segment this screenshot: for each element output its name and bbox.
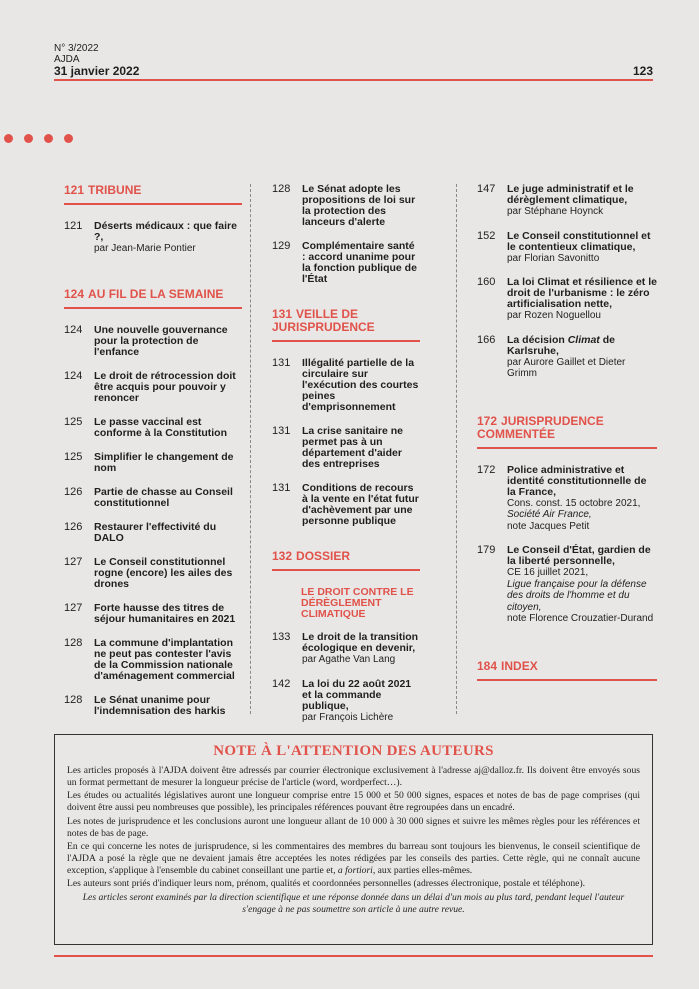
entry-title: Le Sénat unanime pour l'indemnisation des harkis <box>94 693 226 717</box>
toc-entry[interactable] <box>477 231 657 265</box>
entry-page: 179 <box>477 544 496 556</box>
toc-column-3 <box>477 184 657 697</box>
entry-author: note Jacques Petit <box>507 520 590 532</box>
note-italic: a fortiori <box>337 864 373 876</box>
entry-author: par Jean-Marie Pontier <box>94 243 196 254</box>
entry-title: Restaurer l'effectivité du DALO <box>94 520 217 544</box>
entry-case: Société Air France, <box>507 509 592 520</box>
toc-entry[interactable] <box>64 522 242 544</box>
entry-page: 121 <box>64 220 83 232</box>
issue-number: N° 3/2022 <box>54 43 99 54</box>
entry-page: 127 <box>64 555 83 568</box>
entry-author: par Agathe Van Lang <box>302 654 396 665</box>
toc-entry[interactable] <box>272 632 420 666</box>
entry-page: 166 <box>477 333 496 346</box>
section-page: 131 <box>272 307 293 321</box>
column-divider <box>456 184 457 714</box>
entry-page: 133 <box>272 631 291 643</box>
entry-title: Forte hausse des titres de séjour humanitaires en 2021 <box>94 601 236 625</box>
section-title: VEILLE DE JURISPRUDENCE <box>272 307 375 334</box>
section-page: 132 <box>272 549 293 563</box>
authors-note-box <box>54 734 653 945</box>
dot-icon <box>4 134 13 143</box>
toc-entry[interactable] <box>64 221 242 255</box>
note-text: En ce qui concerne les notes de jurisprudence, si les commentaires des membres du barreau sont toujours les bienvenus, le conseil scientifique de l'AJDA a posé la règle que ne devaient jamais être acceptées les notes rédigées par les conseils des parties. Cette règle, qui ne connaît aucune exception, s'applique à l'ensemble du cabinet conseillant une partie et, <box>67 841 640 876</box>
entry-page: 128 <box>64 636 83 649</box>
toc-entry[interactable] <box>64 487 242 509</box>
section-heading[interactable] <box>272 308 420 342</box>
header-rule <box>54 79 653 81</box>
section-page: 124 <box>64 286 85 301</box>
entry-author: par Florian Savonitto <box>507 252 600 264</box>
column-divider <box>250 184 251 714</box>
entry-reference: Cons. const. 15 octobre 2021, <box>507 497 641 509</box>
section-title: DOSSIER <box>296 549 351 563</box>
entry-page: 128 <box>272 183 291 195</box>
note-text: , aux parties elles-mêmes. <box>372 864 473 876</box>
entry-title: Illégalité partielle de la circulaire sur l'exécution des courtes peines d'emprisonnement <box>302 357 419 413</box>
entry-page: 126 <box>64 485 83 498</box>
note-closing: Les articles seront examinés par la direction scientifique et une réponse donnée dans un délai d'un mois au plus tard, pendant lequel l'auteur s'engage à ne pas soumettre son article à une autre revue. <box>82 892 625 915</box>
entry-title: La commune d'implantation ne peut pas contester l'avis de la Commission nationale d'aménagement commercial <box>94 636 235 682</box>
section-title: AU FIL DE LA SEMAINE <box>88 286 224 301</box>
section-title: TRIBUNE <box>88 183 142 197</box>
entry-title: Complémentaire santé : accord unanime pour la fonction publique de l'État <box>302 240 417 285</box>
entry-page: 128 <box>64 693 83 706</box>
entry-page: 125 <box>64 415 83 428</box>
entry-page: 142 <box>272 677 291 690</box>
section-heading[interactable] <box>64 184 242 205</box>
toc-entry[interactable] <box>64 452 242 474</box>
entry-title-italic: Climat <box>567 333 600 346</box>
entry-page: 129 <box>272 240 291 252</box>
entry-author: par Aurore Gaillet et Dieter Grimm <box>507 356 626 379</box>
section-page: 172 <box>477 413 498 428</box>
entry-title: Le droit de la transition écologique en devenir, <box>302 631 419 654</box>
entry-page: 125 <box>64 450 83 463</box>
entry-author: par François Lichère <box>302 711 394 723</box>
entry-page: 131 <box>272 357 291 369</box>
entry-title: Le droit de rétrocession doit être acquis pour pouvoir y renoncer <box>94 369 236 404</box>
note-paragraph: Les auteurs sont priés d'indiquer leurs nom, prénom, qualités et coordonnées personnelles (adresses électronique, postale et téléphone). <box>67 878 586 890</box>
section-heading[interactable] <box>477 415 657 449</box>
entry-title: Déserts médicaux : que faire ?, <box>94 220 237 243</box>
entry-page: 147 <box>477 183 496 195</box>
toc-column-2 <box>272 184 420 736</box>
entry-page: 126 <box>64 520 83 533</box>
note-paragraph: Les notes de jurisprudence et les conclusions auront une longueur allant de 10 000 à 30 000 signes et suivre les mêmes règles pour les références et notes de bas de page. <box>67 815 640 839</box>
dot-icon <box>24 134 33 143</box>
toc-entry[interactable] <box>477 335 657 380</box>
entry-reference: CE 16 juillet 2021, <box>507 567 589 578</box>
toc-entry[interactable] <box>64 557 242 590</box>
entry-page: 172 <box>477 463 496 476</box>
entry-case: Ligue française pour la défense des droits de l'homme et du citoyen, <box>507 578 647 613</box>
entry-author: note Florence Crouzatier-Durand <box>507 613 654 624</box>
section-title: INDEX <box>501 658 538 673</box>
toc-column-1 <box>64 184 242 730</box>
entry-title: Le Conseil constitutionnel et le contentieux climatique, <box>507 229 651 253</box>
entry-title: Une nouvelle gouvernance pour la protection de l'enfance <box>94 323 228 358</box>
toc-entry[interactable] <box>64 695 242 717</box>
journal-name: AJDA <box>54 54 80 65</box>
toc-entry[interactable] <box>64 638 242 682</box>
issue-date: 31 janvier 2022 <box>54 64 140 78</box>
toc-entry[interactable] <box>272 358 420 413</box>
note-paragraph: Les articles proposés à l'AJDA doivent être adressés par courrier électronique exclusivement à l'adresse aj@dalloz.fr. Ils doivent être envoyés sous un format permettant de mesurer la longueur précise de l'article (word, wordperfect…). <box>67 765 640 788</box>
entry-title: Conditions de recours à la vente en l'état futur d'achèvement par une personne publique <box>302 482 419 527</box>
entry-title: La loi du 22 août 2021 et la commande publique, <box>302 677 412 712</box>
section-heading[interactable] <box>64 288 242 309</box>
section-heading[interactable] <box>272 550 420 571</box>
toc-entry[interactable] <box>272 679 420 724</box>
toc-entry[interactable] <box>477 545 657 625</box>
entry-title: Police administrative et identité constitutionnelle de la France, <box>507 463 647 498</box>
toc-entry[interactable] <box>272 241 420 285</box>
toc-entry[interactable] <box>272 426 420 470</box>
toc-entry[interactable] <box>64 371 242 404</box>
entry-page: 160 <box>477 276 496 288</box>
entry-title: Partie de chasse au Conseil constitutionnel <box>94 485 233 509</box>
toc-entry[interactable] <box>64 325 242 358</box>
entry-title: La crise sanitaire ne permet pas à un département d'aider des entreprises <box>302 425 403 470</box>
entry-page: 131 <box>272 482 291 494</box>
toc-entry[interactable] <box>477 277 657 322</box>
toc-entry[interactable] <box>272 184 420 228</box>
toc-entry[interactable] <box>64 417 242 439</box>
note-title: NOTE À L'ATTENTION DES AUTEURS <box>213 743 494 759</box>
toc-entry[interactable] <box>64 603 242 625</box>
toc-entry[interactable] <box>477 465 657 533</box>
entry-page: 131 <box>272 425 291 437</box>
entry-title: Simplifier le changement de nom <box>94 450 234 474</box>
section-heading[interactable] <box>477 660 657 681</box>
footer-rule <box>54 955 653 957</box>
entry-title: Le Conseil constitutionnel rogne (encore) les ailes des drones <box>94 555 233 590</box>
toc-entry[interactable] <box>477 184 657 218</box>
entry-title: Le Conseil d'État, gardien de la liberté personnelle, <box>507 544 651 567</box>
entry-page: 124 <box>64 323 83 336</box>
entry-title: La loi Climat et résilience et le droit de l'urbanisme : le zéro artificialisation nette, <box>507 276 657 310</box>
issue-block <box>54 43 99 65</box>
entry-page: 127 <box>64 601 83 614</box>
entry-title: Le passe vaccinal est conforme à la Constitution <box>94 415 228 439</box>
toc-entry[interactable] <box>272 483 420 527</box>
dot-icon <box>64 134 73 143</box>
decorative-dots <box>4 134 73 143</box>
entry-title-part: de Karlsruhe, <box>507 333 615 357</box>
section-title: JURISPRUDENCE COMMENTÉE <box>477 413 604 441</box>
entry-title-part: La décision <box>507 333 568 346</box>
note-paragraph <box>67 841 640 876</box>
page-number: 123 <box>632 64 653 78</box>
entry-page: 124 <box>64 369 83 382</box>
section-page: 121 <box>64 183 85 197</box>
entry-title: Le Sénat adopte les propositions de loi sur la protection des lanceurs d'alerte <box>302 183 416 228</box>
dot-icon <box>44 134 53 143</box>
section-page: 184 <box>477 658 498 673</box>
entry-title: Le juge administratif et le dérèglement climatique, <box>507 183 634 206</box>
entry-page: 152 <box>477 229 496 242</box>
dossier-subtitle: LE DROIT CONTRE LE DÉRÈGLEMENT CLIMATIQUE <box>301 586 414 620</box>
entry-title <box>507 335 657 357</box>
entry-author: par Rozen Noguellou <box>507 310 601 321</box>
note-paragraph: Les études ou actualités législatives auront une longueur comprise entre 15 000 et 50 000 signes, espaces et notes de bas de page comprises (qui doivent être aussi peu nombreuses que possible), les principales références pouvant être regroupées dans un encadré. <box>67 790 640 814</box>
entry-author: par Stéphane Hoynck <box>507 206 604 217</box>
